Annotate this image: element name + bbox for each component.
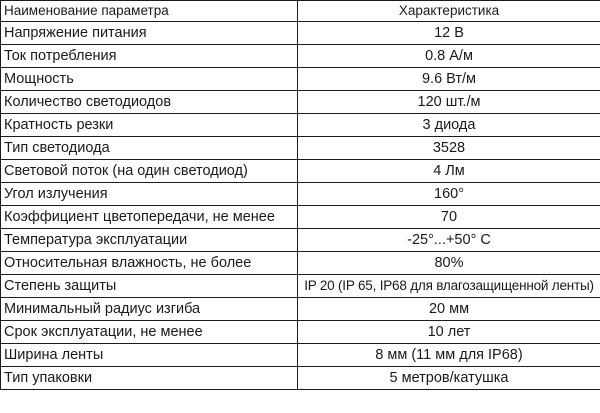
value-service-life: 10 лет [298,321,600,344]
table-row [1,206,600,229]
param-led-count: Количество светодиодов [1,91,298,114]
value-current-consumption: 0.8 А/м [298,45,600,68]
table-row [1,137,600,160]
param-service-life: Срок эксплуатации, не менее [1,321,298,344]
value-luminous-flux: 4 Лм [298,160,600,183]
param-min-bend-radius: Минимальный радиус изгиба [1,298,298,321]
param-cut-multiplicity: Кратность резки [1,114,298,137]
table-row [1,344,600,367]
table-row [1,68,600,91]
param-protection-degree: Степень защиты [1,275,298,298]
table-row [1,114,600,137]
param-supply-voltage: Напряжение питания [1,22,298,45]
param-relative-humidity: Относительная влажность, не более [1,252,298,275]
table-row [1,275,600,298]
value-supply-voltage: 12 В [298,22,600,45]
value-min-bend-radius: 20 мм [298,298,600,321]
param-current-consumption: Ток потребления [1,45,298,68]
value-protection-degree: IP 20 (IP 65, IP68 для влагозащищенной ленты) [298,275,600,298]
table-header-row [1,1,600,22]
table-row [1,252,600,275]
table-row [1,367,600,390]
value-led-type: 3528 [298,137,600,160]
param-beam-angle: Угол излучения [1,183,298,206]
value-led-count: 120 шт./м [298,91,600,114]
value-cut-multiplicity: 3 диода [298,114,600,137]
table-row [1,229,600,252]
param-strip-width: Ширина ленты [1,344,298,367]
table-row [1,298,600,321]
value-color-rendering-index: 70 [298,206,600,229]
param-power: Мощность [1,68,298,91]
header-characteristic: Характеристика [298,1,600,22]
table-row [1,45,600,68]
param-luminous-flux: Световой поток (на один светодиод) [1,160,298,183]
value-power: 9.6 Вт/м [298,68,600,91]
table-row [1,321,600,344]
table-row [1,22,600,45]
header-parameter-name: Наименование параметра [1,1,298,22]
value-operating-temperature: -25°...+50° С [298,229,600,252]
table-row [1,91,600,114]
value-strip-width: 8 мм (11 мм для IP68) [298,344,600,367]
table-row [1,160,600,183]
value-packaging-type: 5 метров/катушка [298,367,600,390]
param-led-type: Тип светодиода [1,137,298,160]
value-relative-humidity: 80% [298,252,600,275]
param-color-rendering-index: Коэффициент цветопередачи, не менее [1,206,298,229]
param-operating-temperature: Температура эксплуатации [1,229,298,252]
value-beam-angle: 160° [298,183,600,206]
param-packaging-type: Тип упаковки [1,367,298,390]
table-row [1,183,600,206]
